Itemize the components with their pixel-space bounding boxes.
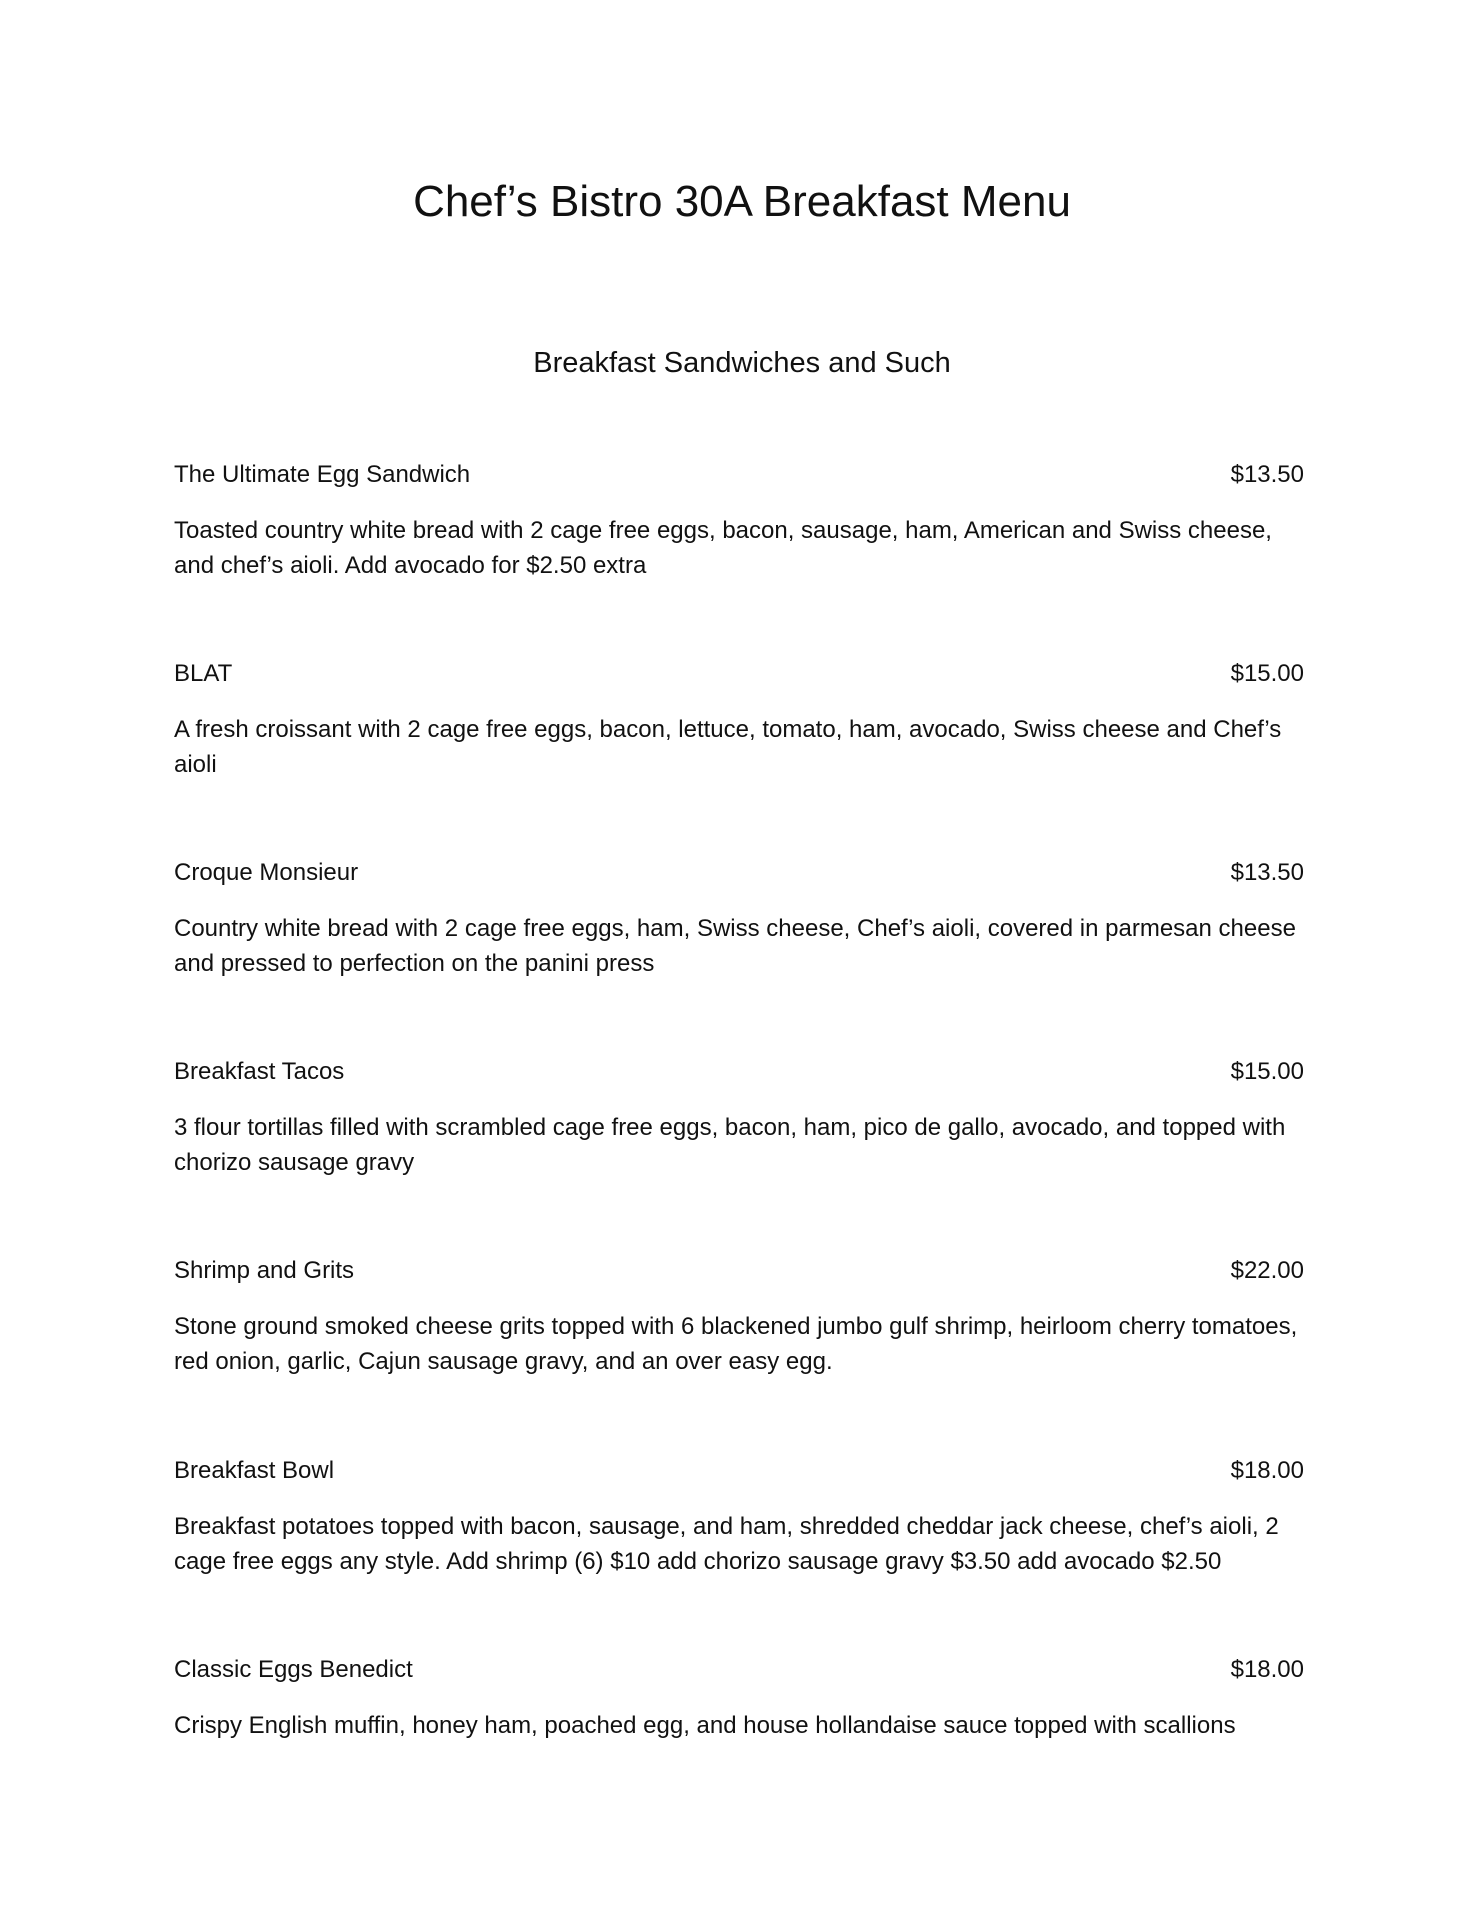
menu-item	[174, 658, 1314, 782]
menu-item-name: Breakfast Tacos	[174, 1058, 345, 1085]
menu-item-header	[174, 1654, 1314, 1686]
menu-item-description: Toasted country white bread with 2 cage free eggs, bacon, sausage, ham, American and Swiss cheese, and chef’s aioli. Add avocado for $2.50 extra	[174, 517, 1272, 579]
menu-item	[174, 1654, 1314, 1743]
menu-item-price: $15.00	[1230, 660, 1304, 687]
menu-item-description: Crispy English muffin, honey ham, poached egg, and house hollandaise sauce topped with scallions	[174, 1712, 1236, 1739]
menu-item-name: Classic Eggs Benedict	[174, 1656, 413, 1683]
menu-item-description: 3 flour tortillas filled with scrambled cage free eggs, bacon, ham, pico de gallo, avocado, and topped with chorizo sausage gravy	[174, 1114, 1286, 1176]
menu-item-description: Stone ground smoked cheese grits topped with 6 blackened jumbo gulf shrimp, heirloom cherry tomatoes, red onion, garlic, Cajun sausage gravy, and an over easy egg.	[174, 1313, 1298, 1375]
menu-item-price: $15.00	[1230, 1058, 1304, 1085]
menu-item	[174, 857, 1314, 981]
menu-item-price: $18.00	[1230, 1457, 1304, 1484]
menu-item-name: BLAT	[174, 660, 233, 687]
menu-item-description: Breakfast potatoes topped with bacon, sausage, and ham, shredded cheddar jack cheese, chef’s aioli, 2 cage free eggs any style. Add shrimp (6) $10 add chorizo sausage gravy $3.50 add avocado $2.50	[174, 1513, 1279, 1575]
menu-item	[174, 459, 1314, 583]
menu-item	[174, 1455, 1314, 1579]
menu-item-price: $13.50	[1230, 859, 1304, 886]
menu-item-header	[174, 857, 1314, 889]
menu-item-name: Shrimp and Grits	[174, 1257, 355, 1284]
menu-item	[174, 1255, 1314, 1379]
menu-item-price: $22.00	[1230, 1257, 1304, 1284]
menu-item-price: $13.50	[1230, 461, 1304, 488]
menu-item-name: Breakfast Bowl	[174, 1457, 335, 1484]
menu-item-name: Croque Monsieur	[174, 859, 359, 886]
menu-item-header	[174, 459, 1314, 491]
menu-item-header	[174, 1455, 1314, 1487]
menu-item-price: $18.00	[1230, 1656, 1304, 1683]
menu-item-header	[174, 1056, 1314, 1088]
menu-item-header	[174, 658, 1314, 690]
menu-item-description: Country white bread with 2 cage free eggs, ham, Swiss cheese, Chef’s aioli, covered in parmesan cheese and pressed to perfection on the panini press	[174, 915, 1296, 977]
menu-item-header	[174, 1255, 1314, 1287]
menu-item-description: A fresh croissant with 2 cage free eggs, bacon, lettuce, tomato, ham, avocado, Swiss cheese and Chef’s aioli	[174, 716, 1282, 778]
menu-item	[174, 1056, 1314, 1180]
section-title: Breakfast Sandwiches and Such	[533, 347, 951, 379]
menu-title: Chef’s Bistro 30A Breakfast Menu	[413, 177, 1071, 226]
menu-item-name: The Ultimate Egg Sandwich	[174, 461, 471, 488]
